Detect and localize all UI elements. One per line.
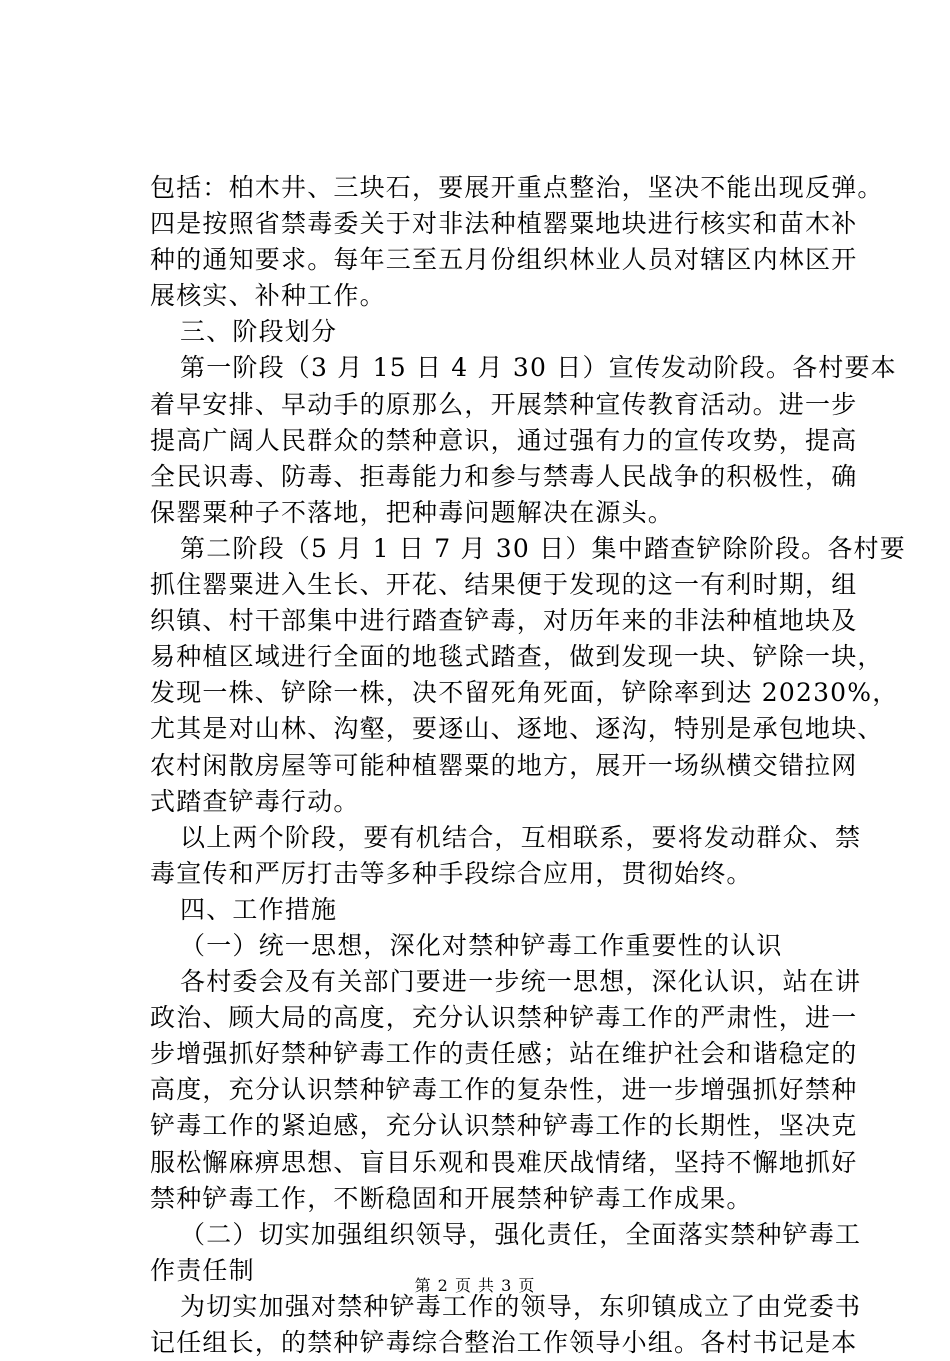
text-line: 提高广阔人民群众的禁种意识，通过强有力的宣传攻势，提高 (150, 425, 858, 455)
body-text (150, 170, 906, 1361)
section-heading: 四、工作措施 (180, 894, 338, 924)
text-line: 记任组长，的禁种铲毒综合整治工作领导小组。各村书记是本 (150, 1328, 858, 1357)
text-line: 农村闲散房屋等可能种植罂粟的地方，展开一场纵横交错拉网 (150, 750, 858, 780)
text-line: 织镇、村干部集中进行踏查铲毒，对历年来的非法种植地块及 (150, 606, 858, 636)
text-line: 步增强抓好禁种铲毒工作的责任感；站在维护社会和谐稳定的 (150, 1039, 858, 1069)
text-line: 以上两个阶段，要有机结合，互相联系，要将发动群众、禁 (180, 822, 862, 852)
text-line: 为切实加强对禁种铲毒工作的领导，东卯镇成立了由党委书 (180, 1291, 862, 1321)
text-line: 保罂粟种子不落地，把种毒问题解决在源头。 (150, 497, 675, 527)
text-line: 种的通知要求。每年三至五月份组织林业人员对辖区内林区开 (150, 245, 858, 275)
text-line: 包括：柏木井、三块石，要展开重点整治，坚决不能出现反弹。 (150, 173, 884, 202)
subsection-heading: （二）切实加强组织领导，强化责任，全面落实禁种铲毒工 (180, 1219, 862, 1249)
text-line: 式踏查铲毒行动。 (150, 786, 360, 816)
page-number: 第 2 页 共 3 页 (414, 1276, 536, 1295)
text-line: 尤其是对山林、沟壑，要逐山、逐地、逐沟，特别是承包地块、 (150, 714, 884, 744)
text-line: 易种植区域进行全面的地毯式踏查，做到发现一块、铲除一块， (150, 642, 884, 672)
text-line: 政治、顾大局的高度，充分认识禁种铲毒工作的严肃性，进一 (150, 1003, 858, 1033)
text-line: 抓住罂粟进入生长、开花、结果便于发现的这一有利时期，组 (150, 570, 858, 600)
text-line: 第一阶段（3 月 15 日 4 月 30 日）宣传发动阶段。各村要本 (180, 353, 897, 383)
text-line: 四是按照省禁毒委关于对非法种植罂粟地块进行核实和苗木补 (150, 209, 858, 239)
text-line: 铲毒工作的紧迫感，充分认识禁种铲毒工作的长期性，坚决克 (150, 1111, 858, 1141)
text-line: 毒宣传和严厉打击等多种手段综合应用，贯彻始终。 (150, 858, 753, 888)
text-line: 服松懈麻痹思想、盲目乐观和畏难厌战情绪，坚持不懈地抓好 (150, 1147, 858, 1177)
text-line: 高度，充分认识禁种铲毒工作的复杂性，进一步增强抓好禁种 (150, 1075, 858, 1105)
text-line: 第二阶段（5 月 1 日 7 月 30 日）集中踏查铲除阶段。各村要 (180, 533, 906, 563)
section-heading: 三、阶段划分 (180, 317, 338, 347)
text-line: 着早安排、早动手的原那么，开展禁种宣传教育活动。进一步 (150, 389, 858, 419)
text-line: 禁种铲毒工作，不断稳固和开展禁种铲毒工作成果。 (150, 1183, 753, 1213)
text-line: 展核实、补种工作。 (150, 281, 386, 311)
text-line: 全民识毒、防毒、拒毒能力和参与禁毒人民战争的积极性，确 (150, 461, 858, 491)
subsection-heading: （一）统一思想，深化对禁种铲毒工作重要性的认识 (180, 930, 783, 960)
text-line: 各村委会及有关部门要进一步统一思想，深化认识，站在讲 (180, 967, 862, 997)
text-line: 发现一株、铲除一株，决不留死角死面，铲除率到达 20230%， (150, 678, 899, 708)
subsection-heading: 作责任制 (150, 1255, 255, 1285)
